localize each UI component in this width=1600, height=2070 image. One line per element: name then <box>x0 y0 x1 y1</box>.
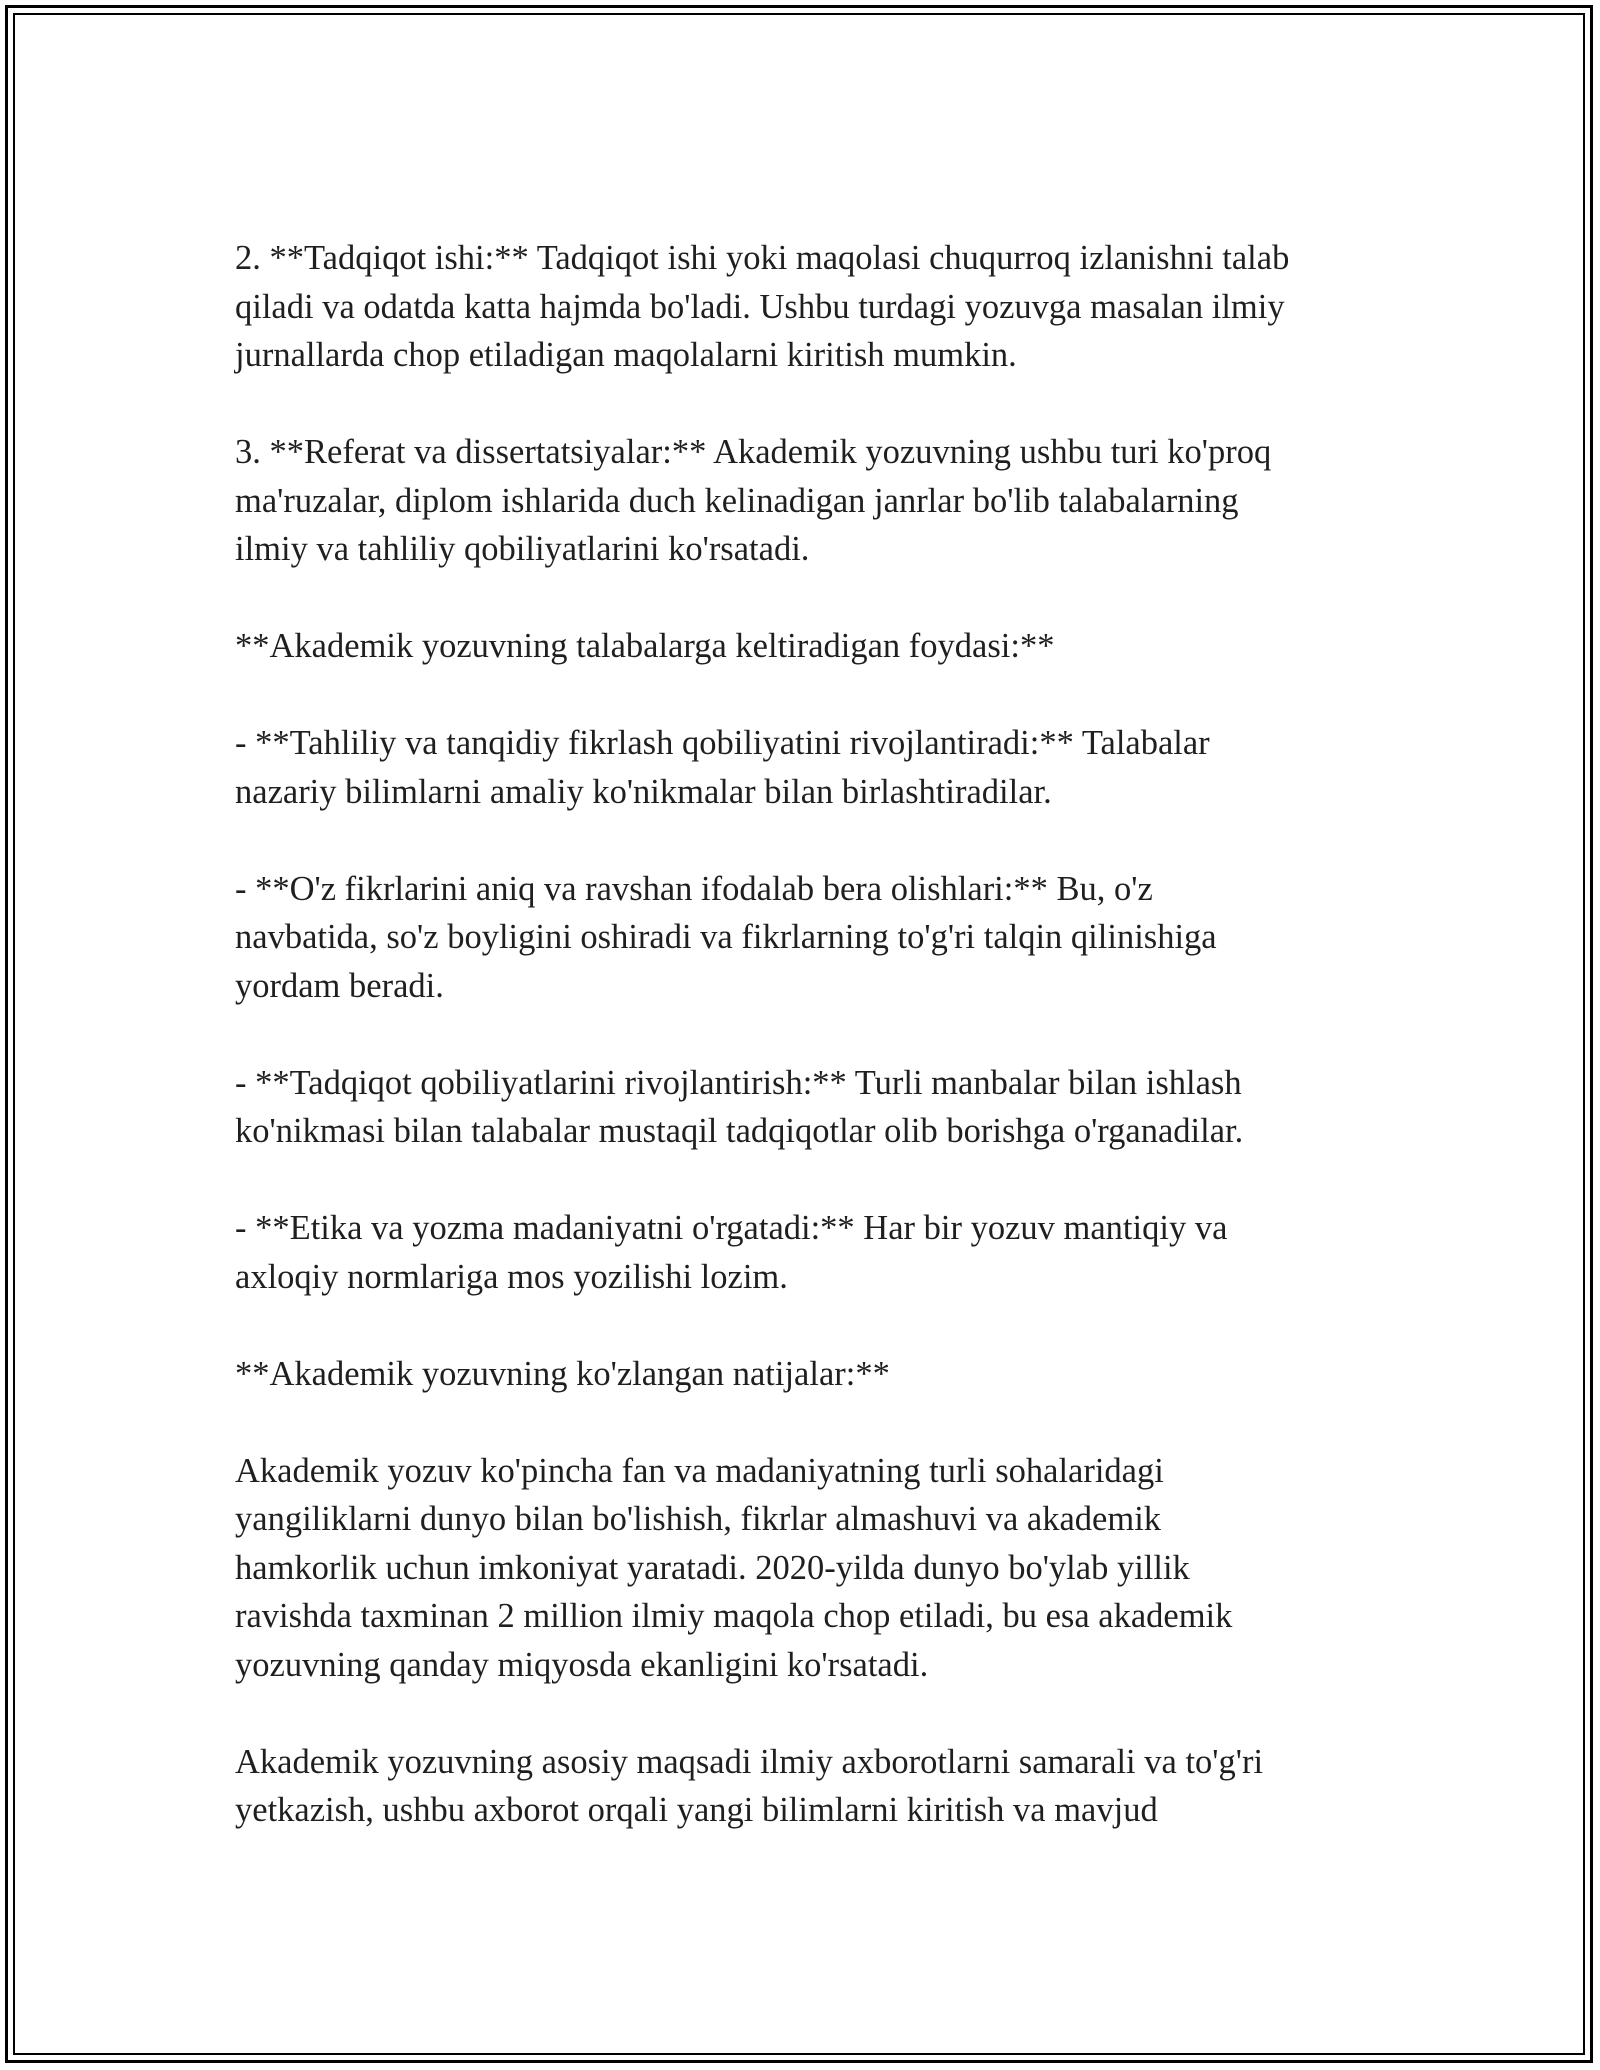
paragraph-referat <box>235 428 1385 574</box>
text-line: yangiliklarni dunyo bilan bo'lishish, fikrlar almashuvi va akademik <box>235 1500 1162 1538</box>
text-line: - **Tadqiqot qobiliyatlarini rivojlantirish:** Turli manbalar bilan ishlash <box>235 1063 1242 1102</box>
text-line: ilmiy va tahliliy qobiliyatlarini ko'rsatadi. <box>235 530 810 568</box>
text-line: qiladi va odatda katta hajmda bo'ladi. Ushbu turdagi yozuvga masalan ilmiy <box>235 287 1285 326</box>
text-line: - **O'z fikrlarini aniq va ravshan ifodalab bera olishlari:** Bu, o'z <box>235 869 1153 908</box>
paragraph-tadqiqot-ishi <box>235 234 1385 380</box>
text-line: axloqiy normlariga mos yozilishi lozim. <box>235 1257 788 1296</box>
text-line: jurnallarda chop etiladigan maqolalarni kiritish mumkin. <box>235 336 1017 374</box>
list-item-tadqiqot-qobiliyat <box>235 1059 1385 1156</box>
text-line: ko'nikmasi bilan talabalar mustaqil tadqiqotlar olib borishga o'rganadilar. <box>235 1112 1244 1150</box>
text-line: Akademik yozuv ko'pincha fan va madaniyatning turli sohalaridagi <box>235 1451 1164 1490</box>
text-line: yozuvning qanday miqyosda ekanligini ko'rsatadi. <box>235 1645 929 1684</box>
document-body <box>235 234 1385 1835</box>
heading-natijalar <box>235 1350 1385 1399</box>
paragraph-maqsadi <box>235 1738 1385 1835</box>
text-line: yetkazish, ushbu axborot orqali yangi bilimlarni kiritish va mavjud <box>235 1791 1158 1829</box>
paragraph-yangiliklar <box>235 1447 1385 1690</box>
list-item-fikrlarini <box>235 865 1385 1011</box>
text-line: yordam beradi. <box>235 966 444 1005</box>
text-line: Akademik yozuvning asosiy maqsadi ilmiy axborotlarni samarali va to'g'ri <box>235 1742 1264 1781</box>
text-line: 3. **Referat va dissertatsiyalar:** Akademik yozuvning ushbu turi ko'proq <box>235 433 1272 471</box>
list-item-tahliliy <box>235 719 1385 816</box>
text-line: **Akademik yozuvning talabalarga keltiradigan foydasi:** <box>235 627 1055 665</box>
text-line: 2. **Tadqiqot ishi:** Tadqiqot ishi yoki maqolasi chuqurroq izlanishni talab <box>235 239 1290 277</box>
heading-foydasi <box>235 622 1385 671</box>
text-line: hamkorlik uchun imkoniyat yaratadi. 2020-yilda dunyo bo'ylab yillik <box>235 1548 1190 1587</box>
text-line: ma'ruzalar, diplom ishlarida duch kelinadigan janrlar bo'lib talabalarning <box>235 481 1239 520</box>
text-line: ravishda taxminan 2 million ilmiy maqola chop etiladi, bu esa akademik <box>235 1597 1233 1635</box>
text-line: **Akademik yozuvning ko'zlangan natijalar:** <box>235 1354 890 1393</box>
text-line: nazariy bilimlarni amaliy ko'nikmalar bilan birlashtiradilar. <box>235 772 1052 811</box>
text-line: - **Tahliliy va tanqidiy fikrlash qobiliyatini rivojlantiradi:** Talabalar <box>235 724 1210 762</box>
list-item-etika <box>235 1204 1385 1301</box>
text-line: - **Etika va yozma madaniyatni o'rgatadi:** Har bir yozuv mantiqiy va <box>235 1209 1228 1247</box>
text-line: navbatida, so'z boyligini oshiradi va fikrlarning to'g'ri talqin qilinishiga <box>235 918 1217 956</box>
